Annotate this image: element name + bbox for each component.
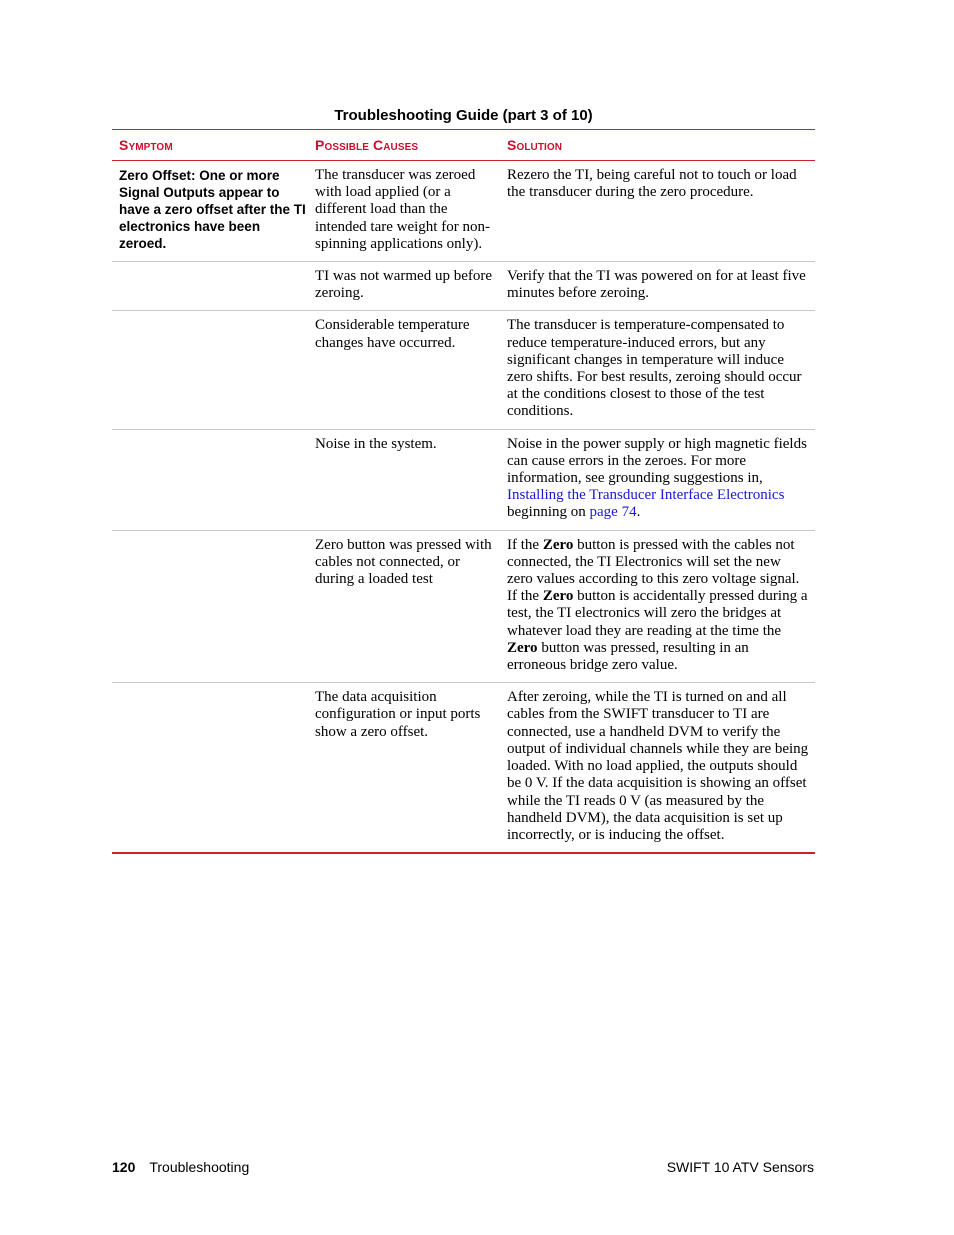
symptom-cell [112, 689, 308, 844]
page-footer-left [112, 1159, 249, 1175]
symptom-cell [112, 537, 308, 675]
cause-cell: The data acquisition configuration or input ports show a zero offset. [315, 689, 481, 740]
solution-text: . [636, 504, 641, 521]
table-header-row [112, 130, 815, 161]
zero-button-term: Zero [507, 639, 538, 656]
cause-cell: The transducer was zeroed with load applied (or a different load than the intended tare weight for non-spinning applications only). [315, 167, 490, 252]
cause-cell: TI was not warmed up before zeroing. [315, 268, 493, 302]
table-row [112, 430, 815, 531]
zero-button-term: Zero [542, 588, 574, 605]
product-name: SWIFT 10 ATV Sensors [666, 1159, 814, 1175]
table-row [112, 531, 815, 684]
page-74-link[interactable]: page 74 [589, 504, 637, 521]
solution-cell: Rezero the TI, being careful not to touch or load the transducer during the zero procedure. [507, 167, 797, 201]
symptom-cell [112, 268, 308, 302]
solution-cell: Verify that the TI was powered on for at least five minutes before zeroing. [507, 268, 806, 302]
solution-text: button is pressed with the cables not connected, the TI Electronics will set the new zero values according to this zero voltage signal. If the [507, 536, 800, 605]
troubleshooting-table [112, 129, 815, 854]
symptom-cell [112, 436, 308, 522]
cause-cell: Considerable temperature changes have occurred. [315, 317, 470, 351]
solution-cell: The transducer is temperature-compensated to reduce temperature-induced errors, but any significant changes in temperature will induce zero shifts. For best results, zeroing should occur at the conditions closest to those of the test conditions. [507, 317, 802, 420]
solution-text: Noise in the power supply or high magnetic fields can cause errors in the zeroes. For more information, see grounding suggestions in, [507, 435, 807, 487]
symptom-cell: Zero Offset: One or more Signal Outputs appear to have a zero offset after the TI electronics have been zeroed. [119, 168, 306, 251]
solution-text: beginning on [507, 504, 590, 521]
symptom-cell [112, 317, 308, 420]
table-caption: Troubleshooting Guide (part 3 of 10) [334, 107, 593, 124]
zero-button-term: Zero [542, 536, 574, 553]
table-row [112, 262, 815, 311]
page-number: 120 [112, 1159, 136, 1175]
solution-cell [500, 436, 815, 522]
solution-cell: After zeroing, while the TI is turned on and all cables from the SWIFT transducer to TI are connected, use a handheld DVM to verify the output of individual channels while they are being loaded. With no load applied, the outputs should be 0 V. If the data acquisition is showing an offset while the TI reads 0 V (as measured by the handheld DVM), the data acquisition is set up incorrectly, or is inducing the offset. [507, 689, 809, 843]
solution-text: If the [507, 536, 543, 553]
cause-cell: Noise in the system. [315, 435, 437, 452]
table-row [112, 311, 815, 429]
table-row [112, 161, 815, 262]
solution-text: button is accidentally pressed during a test, the TI electronics will zero the bridges at whatever load they are reading at the time the [507, 588, 808, 639]
header-solution: Solution [507, 137, 563, 153]
solution-cell [500, 537, 815, 675]
table-row [112, 683, 815, 852]
cause-cell: Zero button was pressed with cables not connected, or during a loaded test [315, 536, 492, 588]
solution-text: button was pressed, resulting in an erroneous bridge zero value. [507, 639, 749, 674]
section-name: Troubleshooting [149, 1159, 250, 1175]
header-symptom: Symptom [119, 137, 173, 153]
header-possible-causes: Possible Causes [315, 137, 419, 153]
installing-ti-electronics-link[interactable]: Installing the Transducer Interface Electronics [507, 487, 785, 504]
